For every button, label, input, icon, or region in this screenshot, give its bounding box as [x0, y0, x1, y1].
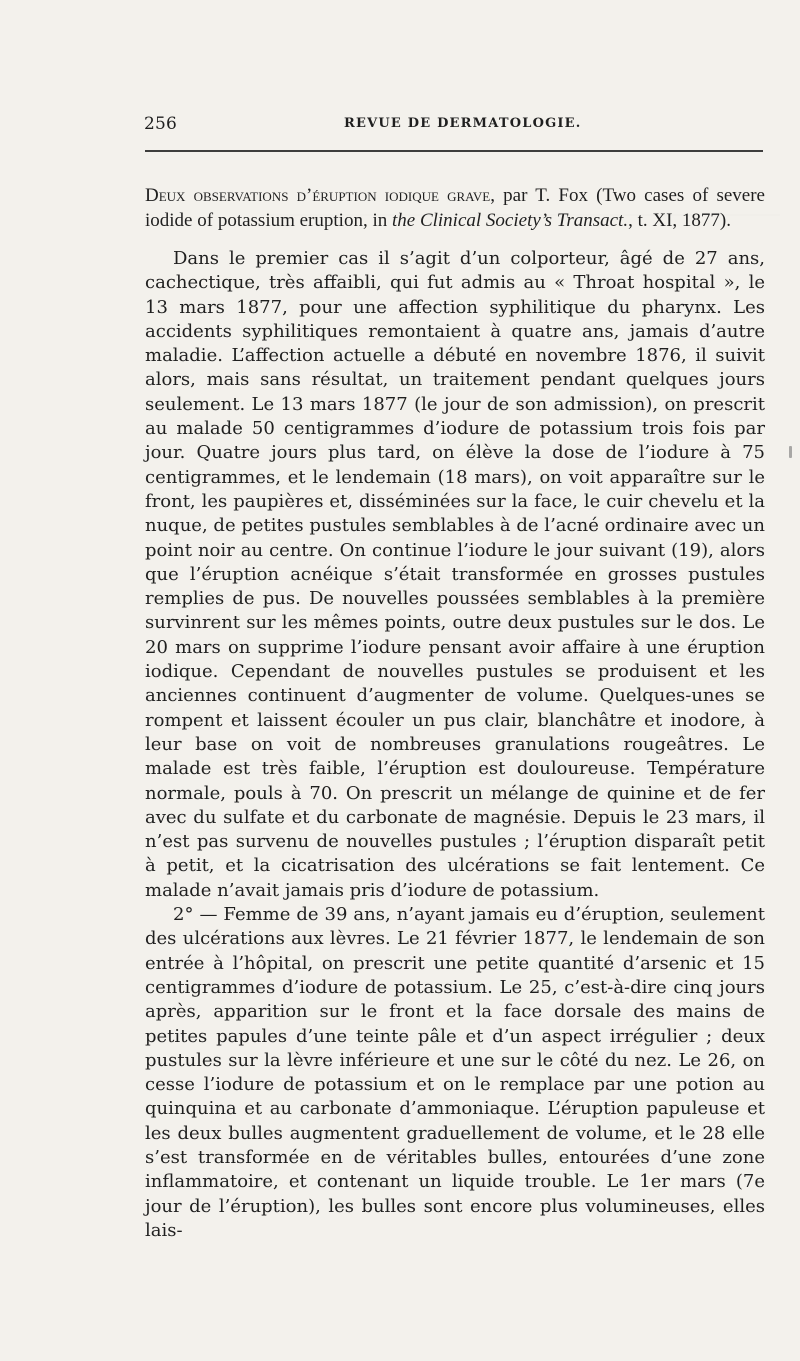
article-content — [145, 184, 765, 1243]
paragraph-1: Dans le premier cas il s’agit d’un colporteur, âgé de 27 ans, cachectique, très affaibli, qui fut admis au « Throat hospital », le 13 mars 1877, pour une affection syphilitique du pharynx. Les accidents syphilitiques remontaient à quatre ans, jamais d’autre maladie. L’affection actuelle a débuté en novembre 1876, il suivit alors, mais sans résultat, un traitement pendant quelques jours seulement. Le 13 mars 1877 (le jour de son admission), on prescrit au malade 50 centigrammes d’iodure de potassium trois fois par jour. Quatre jours plus tard, on élève la dose de l’iodure à 75 centigrammes, et le lendemain (18 mars), on voit apparaître sur le front, les paupières et, disséminées sur la face, le cuir chevelu et la nuque, de petites pustules semblables à de l’acné ordinaire avec un point noir au centre. On continue l’iodure le jour suivant (19), alors que l’éruption acnéique s’était transformée en grosses pustules remplies de pus. De nouvelles poussées semblables à la première survinrent sur les mêmes points, outre deux pustules sur le dos. Le 20 mars on supprime l’iodure pensant avoir affaire à une éruption iodique. Cependant de nouvelles pustules se produisent et les anciennes continuent d’augmenter de volume. Quelques-unes se rompent et laissent écouler un pus clair, blanchâtre et inodore, à leur base on voit de nombreuses granulations rougeâtres. Le malade est très faible, l’éruption est douloureuse. Température normale, pouls à 70. On prescrit un mélange de quinine et de fer avec du sulfate et du carbonate de magnésie. Depuis le 23 mars, il n’est pas survenu de nouvelles pustules ; l’éruption disparaît petit à petit, et la cicatrisation des ulcérations se fait lentement. Ce malade n’avait jamais pris d’iodure de potassium. — [145, 248, 765, 901]
running-title: REVUE DE DERMATOLOGIE. — [344, 116, 582, 131]
title-main: Deux observations d’éruption iodique grave, — [145, 185, 495, 206]
header-rule — [145, 150, 763, 152]
title-journal: the Clinical Society’s Transact. — [391, 209, 629, 231]
page-edge-mark — [789, 446, 792, 458]
page-header — [144, 114, 764, 138]
page-number: 256 — [144, 114, 178, 134]
article-title — [145, 184, 765, 233]
paragraph-2: 2° — Femme de 39 ans, n’ayant jamais eu d’éruption, seulement des ulcérations aux lèvres. Le 21 février 1877, le lendemain de son entrée à l’hôpital, on prescrit une petite quantité d’arsenic et 15 centigrammes d’iodure de potassium. Le 25, c’est-à-dire cinq jours après, apparition sur le front et la face dorsale des mains de petites papules d’une teinte pâle et d’un aspect irrégulier ; deux pustules sur la lèvre inférieure et une sur le côté du nez. Le 26, on cesse l’iodure de potassium et on le remplace par une potion au quinquina et au carbonate d’ammoniaque. L’éruption papuleuse et les deux bulles augmentent graduellement de volume, et le 28 elle s’est transformée en de véritables bulles, entourées d’une zone inflammatoire, et contenant un liquide trouble. Le 1er mars (7e jour de l’éruption), les bulles sont encore plus volumineuses, elles lais- — [145, 904, 765, 1241]
title-volume: , t. XI, 1877). — [628, 209, 731, 231]
title-author: par T. Fox (Two cases of severe iodide of potassium eruption, in — [145, 185, 765, 231]
